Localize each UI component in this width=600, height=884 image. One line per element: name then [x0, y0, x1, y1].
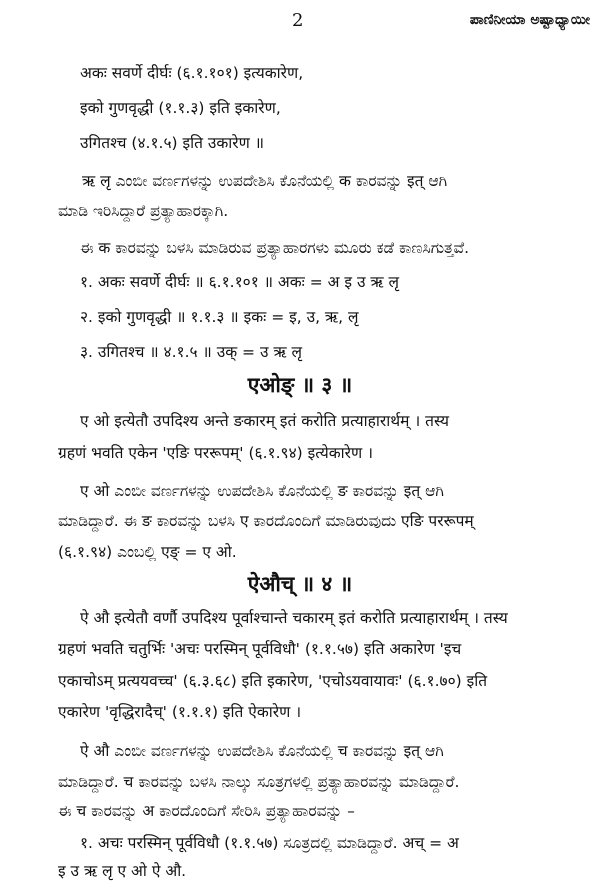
text-line-2: इको गुणवृद्धी (१.१.३) इति इकारेण, — [80, 99, 281, 117]
text-line-17: ಮಾಡಿದ್ದಾರೆ. च ಕಾರವನ್ನು ಬಳಸಿ ನಾಲ್ಕು ಸೂತ್ರಗಳಲ್ಲಿ ಪ್ರತ್ಯಾಹಾರವನ್ನು ಮಾಡಿದ್ದಾರೆ. — [58, 773, 460, 791]
text-line-6: ಈ क ಕಾರವನ್ನು ಬಳಸಿ ಮಾಡಿರುವ ಪ್ರತ್ಯಾಹಾರಗಳು ಮೂರು ಕಡೆ ಕಾಣಸಿಗುತ್ತವೆ. — [80, 239, 470, 257]
text-line-14: एकाचोऽम् प्रत्ययवच्च' (६.३.६८) इति इकारेण, 'एचोऽयवायावः' (६.१.७०) इति — [58, 672, 488, 690]
page-header — [0, 10, 600, 36]
running-title: ಪಾಣಿನೀಯಾ ಅಷ್ಟಾಧ್ಯಾಯೀ — [469, 12, 590, 28]
text-line-8: ग्रहणं भवति एकेन 'एङि पररूपम्' (६.१.९४) इत्येकारेण । — [58, 444, 373, 462]
text-line-19: इ उ ऋ लृ ए ओ ऐ औ. — [58, 862, 187, 880]
page-number: 2 — [292, 10, 304, 31]
text-line-11: (६.१.९४) ಎಂಬಲ್ಲಿ एङ् = ए ओ. — [58, 543, 237, 561]
text-line-16: ऐ औ ಎಂಬೀ ವರ್ಣಗಳನ್ನು ಉಪದೇಶಿಸಿ ಕೊನೆಯಲ್ಲಿ च ಕಾರವನ್ನು इत् ಆಗಿ — [80, 742, 444, 760]
text-line-18: ಈ च ಕಾರವನ್ನು अ ಕಾರದೊಂದಿಗೆ ಸೇರಿಸಿ ಪ್ರತ್ಯಾಹಾರವನ್ನು – — [58, 802, 355, 820]
section-heading-4: ऐऔच् ॥ ४ ॥ — [247, 572, 353, 596]
list-item-1: १. अकः सवर्णे दीर्घः ॥ ६.१.१०१ ॥ अकः = अ इ उ ऋ लृ — [80, 273, 400, 291]
text-line-1: अकः सवर्णे दीर्घः (६.१.१०१) इत्यकारेण, — [80, 64, 304, 82]
list-item-3: ३. उगितश्च ॥ ४.१.५ ॥ उक् = उ ऋ लृ — [80, 343, 303, 361]
section-heading-3: एओङ् ॥ ३ ॥ — [247, 373, 353, 397]
text-line-15: एकारेण 'वृद्धिरादैच्' (१.१.१) इति ऐकारेण । — [58, 703, 302, 721]
text-line-3: उगितश्च (४.१.५) इति उकारेण ॥ — [80, 134, 265, 152]
text-line-4: ऋ लृ ಎಂಬೀ ವರ್ಣಗಳನ್ನು ಉಪದೇಶಿಸಿ ಕೊನೆಯಲ್ಲಿ क ಕಾರವನ್ನು इत् ಆಗಿ — [82, 172, 448, 190]
list-item-4: १. अचः परस्मिन् पूर्वविधौ (१.१.५७) ಸೂತ್ರದಲ್ಲಿ ಮಾಡಿದ್ದಾರೆ. अच् = अ — [80, 834, 459, 852]
text-line-5: ಮಾಡಿ ಇರಿಸಿದ್ದಾರೆ ಪ್ರತ್ಯಾಹಾರಕ್ಕಾಗಿ. — [58, 202, 229, 220]
text-line-13: ग्रहणं भवति चतुर्भिः 'अचः परस्मिन् पूर्वविधौ' (१.१.५७) इति अकारेण 'इच — [58, 640, 462, 658]
text-line-7: ए ओ इत्येतौ उपदिश्य अन्ते ङकारम् इतं करोति प्रत्याहारार्थम् । तस्य — [80, 412, 449, 430]
text-line-12: ऐ औ इत्येतौ वर्णौ उपदिश्य पूर्वाश्चान्ते चकारम् इतं करोति प्रत्याहारार्थम् । तस्य — [80, 609, 508, 627]
text-line-10: ಮಾಡಿದ್ದಾರೆ. ಈ ङ ಕಾರವನ್ನು ಬಳಸಿ ए ಕಾರದೊಂದಿಗೆ ಮಾಡಿರುವುದು एङि पररूपम् — [58, 512, 474, 530]
text-line-9: ए ओ ಎಂಬೀ ವರ್ಣಗಳನ್ನು ಉಪದೇಶಿಸಿ ಕೊನೆಯಲ್ಲಿ ङ ಕಾರವನ್ನು इत् ಆಗಿ — [80, 482, 444, 500]
list-item-2: २. इको गुणवृद्धी ॥ १.१.३ ॥ इकः = इ, उ, ऋ, लृ — [80, 308, 359, 326]
